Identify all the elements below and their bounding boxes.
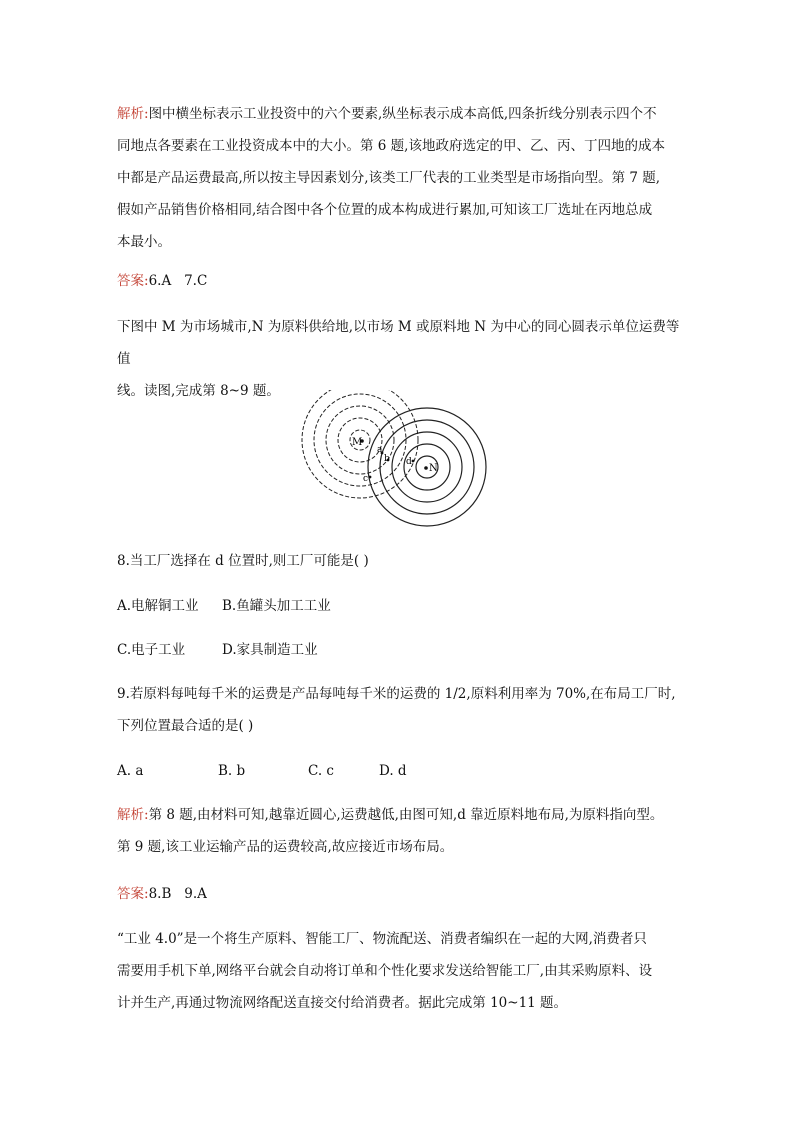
label-n: N bbox=[429, 463, 438, 474]
intro-line: 计并生产,再通过物流网络配送直接交付给消费者。据此完成第 10~11 题。 bbox=[117, 995, 568, 1011]
n-center-point bbox=[424, 466, 428, 470]
point-d bbox=[412, 460, 415, 463]
answer-value: 6.A 7.C bbox=[148, 273, 208, 289]
analysis-line: 第 9 题,该工业运输产品的运费较高,故应接近市场布局。 bbox=[117, 839, 454, 855]
analysis-q8-9 bbox=[117, 799, 682, 863]
intro-line: 线。读图,完成第 8~9 题。 bbox=[117, 383, 280, 399]
diagram-svg bbox=[300, 390, 490, 530]
label-m: M bbox=[352, 437, 363, 448]
label-d: d bbox=[406, 457, 412, 467]
option-a[interactable]: A.电解铜工业 bbox=[117, 598, 199, 614]
analysis-label: 解析: bbox=[117, 106, 149, 122]
question-line: 下列位置最合适的是( ) bbox=[117, 718, 254, 734]
option-c[interactable]: C. c bbox=[308, 763, 334, 779]
analysis-line: 解析:第 8 题,由材料可知,越靠近圆心,运费越低,由图可知,d 靠近原料地布局,为原料指向型。 bbox=[117, 807, 664, 823]
option-c[interactable]: C.电子工业 bbox=[117, 642, 186, 658]
label-b: b bbox=[384, 454, 390, 464]
point-c bbox=[369, 476, 372, 479]
question-line: 9.若原料每吨每千米的运费是产品每吨每千米的运费的 1/2,原料利用率为 70%,在布局工厂时, bbox=[117, 686, 676, 702]
analysis-line: 同地点各要素在工业投资成本中的大小。第 6 题,该地政府选定的甲、乙、丙、丁四地的成本 bbox=[117, 138, 665, 154]
intro-line: 需要用手机下单,网络平台就会自动将订单和个性化要求发送给智能工厂,由其采购原料、设 bbox=[117, 963, 653, 979]
option-a[interactable]: A. a bbox=[117, 763, 144, 779]
question-8-stem: 8.当工厂选择在 d 位置时,则工厂可能是( ) bbox=[117, 553, 369, 569]
concentric-circle-diagram bbox=[300, 390, 490, 530]
intro-line: “工业 4.0”是一个将生产原料、智能工厂、物流配送、消费者编织在一起的大网,消费者只 bbox=[117, 931, 647, 947]
label-c: c bbox=[363, 474, 369, 484]
option-b[interactable]: B. b bbox=[218, 763, 246, 779]
intro-line: 下图中 M 为市场城市,N 为原料供给地,以市场 M 或原料地 N 为中心的同心圆表示单位运费等值 bbox=[117, 319, 680, 367]
answer-q6-7 bbox=[117, 265, 682, 297]
answer-q8-9 bbox=[117, 878, 682, 910]
analysis-line: 解析:图中横坐标表示工业投资中的六个要素,纵坐标表示成本高低,四条折线分别表示四个不 bbox=[117, 106, 657, 122]
answer-label: 答案: bbox=[117, 886, 149, 902]
option-d[interactable]: D. d bbox=[379, 763, 407, 779]
label-a: a bbox=[377, 445, 383, 455]
answer-value: 8.B 9.A bbox=[148, 886, 207, 902]
option-d[interactable]: D.家具制造工业 bbox=[222, 642, 318, 658]
question-9-stem bbox=[117, 678, 682, 742]
intro-q10-11 bbox=[117, 923, 682, 1019]
option-b[interactable]: B.鱼罐头加工工业 bbox=[222, 598, 331, 614]
analysis-label: 解析: bbox=[117, 807, 149, 823]
analysis-line: 中都是产品运费最高,所以按主导因素划分,该类工厂代表的工业类型是市场指向型。第 7 题, bbox=[117, 170, 661, 186]
answer-label: 答案: bbox=[117, 273, 149, 289]
analysis-q6-7 bbox=[117, 98, 682, 258]
analysis-line: 本最小。 bbox=[117, 234, 171, 250]
analysis-line: 假如产品销售价格相同,结合图中各个位置的成本构成进行累加,可知该工厂选址在丙地总成 bbox=[117, 202, 653, 218]
